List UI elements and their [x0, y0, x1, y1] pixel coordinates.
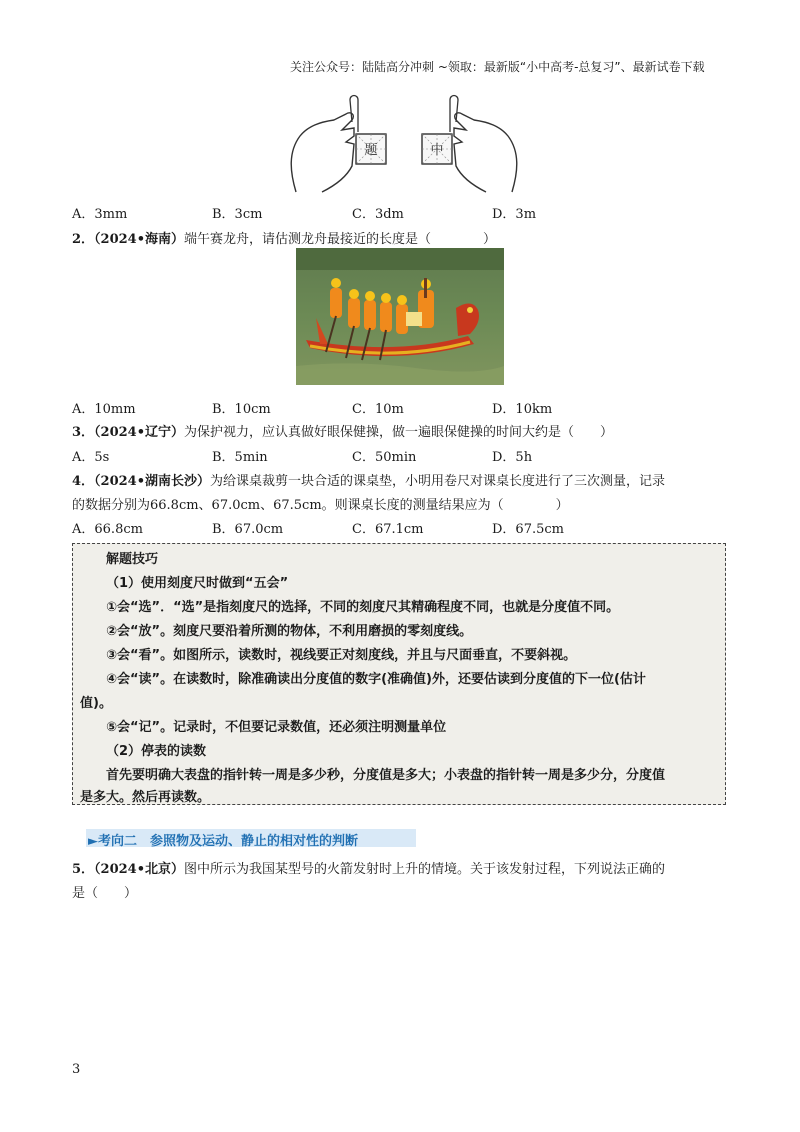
q4-option-c: C．67.1cm [352, 522, 424, 537]
tips-line-8a: 首先要明确大表盘的指针转一周是多少秒，分度值是多大；小表盘的指针转一周是多少分，分度值 [106, 768, 666, 783]
q4-number: 4． [72, 474, 95, 489]
q4-option-d: D．67.5cm [492, 522, 564, 537]
q4-stem-line1 [72, 470, 665, 489]
q3-stem [72, 421, 613, 440]
q4-source: （2024•湖南长沙） [94, 474, 211, 489]
grid-char-2: 中 [430, 143, 444, 158]
q4-option-a: A．66.8cm [72, 522, 143, 537]
tips-line-3: ②会“放”。刻度尺要沿着所测的物体，不利用磨损的零刻度线。 [106, 624, 473, 639]
q1-option-c: C．3dm [352, 207, 404, 222]
q1-option-d: D．3m [492, 207, 537, 222]
q4-text-1: 为给课桌裁剪一块合适的课桌垫，小明用卷尺对课桌长度进行了三次测量，记录 [210, 474, 666, 489]
q4-stem-line2: 的数据分别为66.8cm、67.0cm、67.5cm。则课桌长度的测量结果应为（ ） [72, 498, 569, 513]
q2-option-d: D．10km [492, 402, 553, 417]
dragon-boat-photo [296, 248, 504, 385]
tips-line-5a: ④会“读”。在读数时，除准确读出分度值的数字(准确值)外，还要估读到分度值的下一位(估计 [106, 672, 646, 687]
tips-line-5b: 值)。 [80, 696, 112, 711]
page-number: 3 [72, 1062, 81, 1077]
q5-number: 5． [72, 862, 95, 877]
q2-source: （2024•海南） [94, 232, 185, 247]
q5-text-1: 图中所示为我国某型号的火箭发射时上升的情境。关于该发射过程，下列说法正确的 [184, 862, 666, 877]
hands-measurement-figure [286, 92, 522, 198]
q2-option-b: B．10cm [212, 402, 271, 417]
q3-number: 3． [72, 425, 95, 440]
q5-stem-line1 [72, 858, 665, 877]
q5-stem-line2: 是（ ） [72, 886, 138, 901]
q2-stem [72, 228, 496, 247]
q4-option-b: B．67.0cm [212, 522, 284, 537]
page-header: 关注公众号：陆陆高分冲刺 ~领取：最新版“小中高考-总复习”、最新试卷下载 [290, 60, 705, 74]
q3-option-c: C．50min [352, 450, 417, 465]
q2-text: 端午赛龙舟，请估测龙舟最接近的长度是（ ） [184, 232, 497, 247]
tips-line-6: ⑤会“记”。记录时，不但要记录数值，还必须注明测量单位 [106, 720, 447, 735]
q3-option-d: D．5h [492, 450, 533, 465]
q1-option-a: A．3mm [72, 207, 128, 222]
tips-line-4: ③会“看”。如图所示，读数时，视线要正对刻度线，并且与尺面垂直，不要斜视。 [106, 648, 577, 663]
q5-source: （2024•北京） [94, 862, 185, 877]
grid-char-1: 题 [364, 143, 378, 158]
tips-title: 解题技巧 [106, 552, 159, 567]
q3-text: 为保护视力，应认真做好眼保健操，做一遍眼保健操的时间大约是（ ） [184, 425, 614, 440]
tips-line-7: （2）停表的读数 [106, 744, 207, 759]
q2-number: 2． [72, 232, 95, 247]
q3-option-b: B．5min [212, 450, 268, 465]
q2-option-c: C．10m [352, 402, 404, 417]
q2-option-a: A．10mm [72, 402, 136, 417]
section-heading: ►考向二 参照物及运动、静止的相对性的判断 [88, 834, 358, 849]
tips-line-8b: 是多大。然后再读数。 [80, 790, 211, 805]
q3-source: （2024•辽宁） [94, 425, 185, 440]
tips-line-1: （1）使用刻度尺时做到“五会” [106, 576, 289, 591]
tips-line-2: ①会“选”．“选”是指刻度尺的选择，不同的刻度尺其精确程度不同，也就是分度值不同。 [106, 600, 620, 615]
q1-option-b: B．3cm [212, 207, 263, 222]
q3-option-a: A．5s [72, 450, 110, 465]
